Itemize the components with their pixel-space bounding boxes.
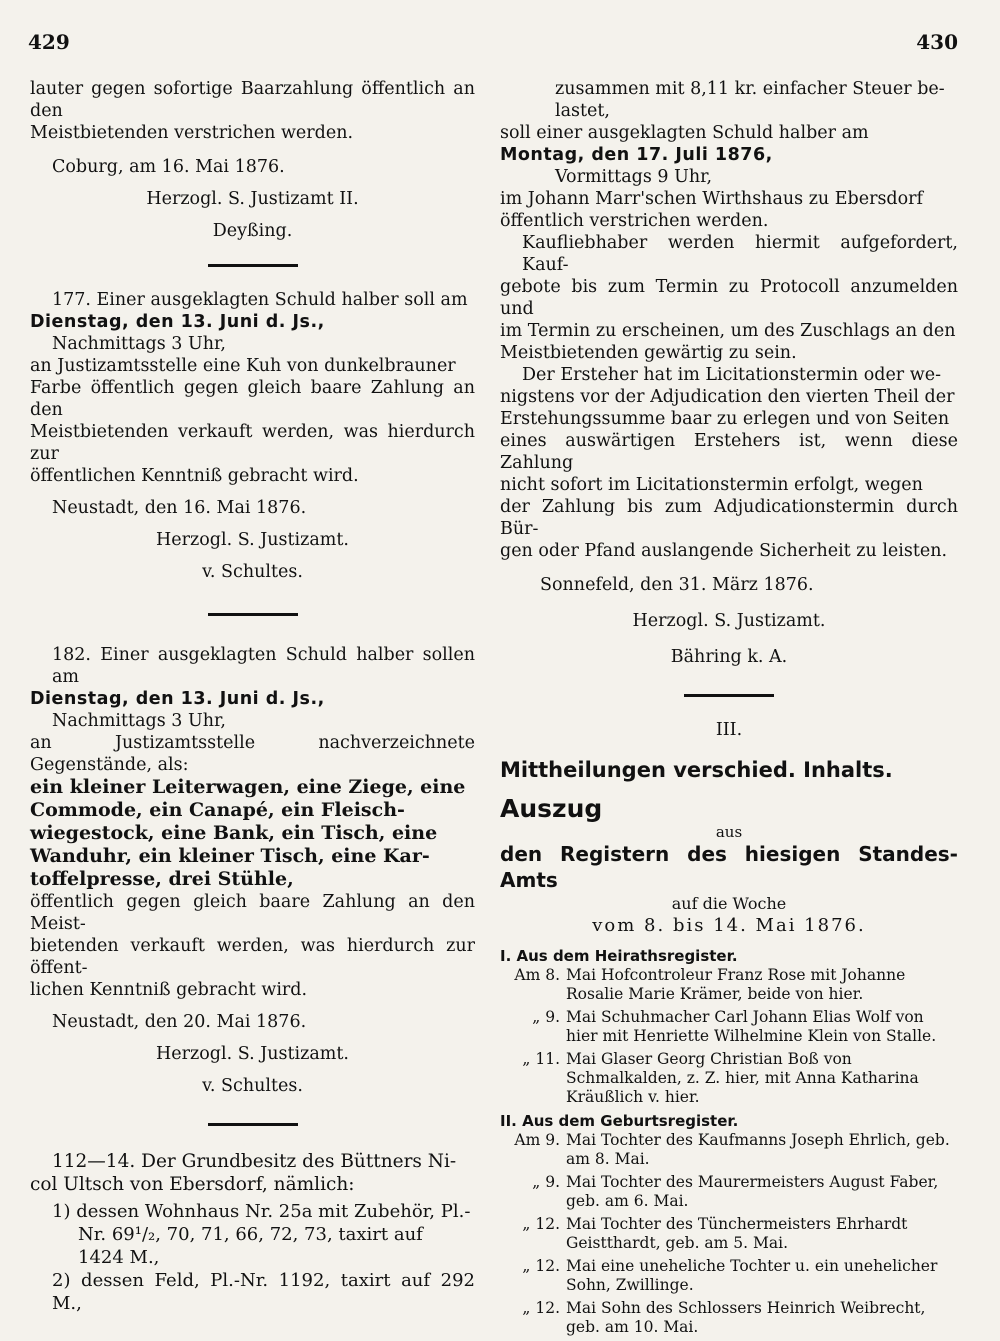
entry-day: „ 12. xyxy=(522,1299,560,1317)
text-line: aus xyxy=(715,823,743,841)
signature: Bähring k. A. xyxy=(670,647,788,667)
signature: v. Schultes. xyxy=(202,1076,303,1096)
divider xyxy=(684,694,774,697)
text-line: Der Ersteher hat im Licitationstermin oder we- xyxy=(522,365,941,385)
item-line: ein kleiner Leiterwagen, eine Ziege, eine xyxy=(30,776,466,798)
right-column xyxy=(500,78,958,1341)
property-item: Nr. 69¹/₂, 70, 71, 66, 72, 73, taxirt auf xyxy=(78,1224,423,1245)
list-item xyxy=(500,1008,958,1046)
auction-time: Nachmittags 3 Uhr, xyxy=(52,711,226,731)
divider xyxy=(208,1123,298,1126)
text-line: lauter gegen sofortige Baarzahlung öffentlich an den xyxy=(30,79,475,121)
entry-day: „ 9. xyxy=(532,1008,560,1026)
text-line: öffentlich gegen gleich baare Zahlung an den Meist- xyxy=(30,892,475,934)
auction-date: Montag, den 17. Juli 1876, xyxy=(500,145,773,165)
text-line: Erstehungssumme baar zu erlegen und von Seiten xyxy=(500,409,950,429)
entry-day: „ 9. xyxy=(532,1173,560,1191)
entry-text: Mai Tochter des Maurermeisters August Faber, geb. am 6. Mai. xyxy=(566,1173,939,1210)
text-line: eines auswärtigen Erstehers ist, wenn diese Zahlung xyxy=(500,431,958,473)
text-line: im Termin zu erscheinen, um des Zuschlags an den xyxy=(500,321,956,341)
divider xyxy=(208,264,298,267)
text-line: Meistbietenden verstrichen werden. xyxy=(30,123,354,143)
item-line: wiegestock, eine Bank, ein Tisch, eine xyxy=(30,822,438,844)
page-number-left: 429 xyxy=(28,30,70,54)
list-item xyxy=(500,1131,958,1169)
entry-text: Mai eine uneheliche Tochter u. ein unehelicher Sohn, Zwillinge. xyxy=(566,1257,938,1294)
text-line: col Ultsch von Ebersdorf, nämlich: xyxy=(30,1174,355,1195)
text-line: 182. Einer ausgeklagten Schuld halber sollen am xyxy=(52,645,475,687)
signature: v. Schultes. xyxy=(202,562,303,582)
text-line: lichen Kenntniß gebracht wird. xyxy=(30,980,308,1000)
office-name: Herzogl. S. Justizamt. xyxy=(632,611,826,631)
item-line: Commode, ein Canapé, ein Fleisch- xyxy=(30,799,405,821)
entry-day: Am 9. xyxy=(514,1131,560,1149)
text-line: zusammen mit 8,11 kr. einfacher Steuer be- xyxy=(555,79,945,99)
section-title: Mittheilungen verschied. Inhalts. xyxy=(500,758,893,782)
birth-register xyxy=(500,1131,958,1337)
divider xyxy=(208,613,298,616)
entry-text: Mai Glaser Georg Christian Boß von Schmalkalden, z. Z. hier, mit Anna Katharina Kräußlich v. hier. xyxy=(566,1050,919,1106)
entry-day: Am 8. xyxy=(514,966,560,984)
text-line: 177. Einer ausgeklagten Schuld halber soll am xyxy=(52,290,468,310)
text-line: öffentlich verstrichen werden. xyxy=(500,211,769,231)
office-name: Herzogl. S. Justizamt. xyxy=(156,530,349,550)
list-item xyxy=(500,1050,958,1107)
extract-heading: Auszug xyxy=(500,794,603,823)
text-line: Meistbietenden gewärtig zu sein. xyxy=(500,343,797,363)
property-item: 1) dessen Wohnhaus Nr. 25a mit Zubehör, Pl.- xyxy=(52,1201,471,1222)
dateline: Neustadt, den 20. Mai 1876. xyxy=(52,1012,307,1032)
register-title: II. Aus dem Geburtsregister. xyxy=(500,1112,739,1130)
text-line: der Zahlung bis zum Adjudicationstermin durch Bür- xyxy=(500,497,958,539)
text-line: gen oder Pfand auslangende Sicherheit zu leisten. xyxy=(500,541,948,561)
page-number-right: 430 xyxy=(916,30,958,54)
item-line: toffelpresse, drei Stühle, xyxy=(30,868,294,890)
marriage-register xyxy=(500,966,958,1107)
text-line: nigstens vor der Adjudication den vierten Theil der xyxy=(500,387,955,407)
auction-time: Nachmittags 3 Uhr, xyxy=(52,334,226,354)
auction-date: Dienstag, den 13. Juni d. Js., xyxy=(30,689,325,709)
entry-day: „ 11. xyxy=(522,1050,560,1068)
register-title: I. Aus dem Heirathsregister. xyxy=(500,947,738,965)
text-line: an Justizamtsstelle eine Kuh von dunkelbrauner xyxy=(30,356,456,376)
entry-day: „ 12. xyxy=(522,1257,560,1275)
auction-time: Vormittags 9 Uhr, xyxy=(555,167,713,187)
registers-heading: den Registern des hiesigen Standes-Amts xyxy=(500,842,958,892)
left-column xyxy=(30,78,475,1315)
text-line: öffentlichen Kenntniß gebracht wird. xyxy=(30,466,359,486)
list-item xyxy=(500,966,958,1004)
list-item xyxy=(500,1299,958,1337)
entry-text: Mai Tochter des Kaufmanns Joseph Ehrlich, geb. am 8. Mai. xyxy=(566,1131,950,1168)
entry-text: Mai Hofcontroleur Franz Rose mit Johanne Rosalie Marie Krämer, beide von hier. xyxy=(566,966,906,1003)
entry-day: „ 12. xyxy=(522,1215,560,1233)
text-line: gebote bis zum Termin zu Protocoll anzumelden und xyxy=(500,277,958,319)
notice-177 xyxy=(30,289,475,583)
text-line: auf die Woche xyxy=(671,894,787,913)
office-name: Herzogl. S. Justizamt. xyxy=(156,1044,349,1064)
property-item: 2) dessen Feld, Pl.-Nr. 1192, taxirt auf 292 M., xyxy=(52,1270,475,1314)
text-line: Farbe öffentlich gegen gleich baare Zahlung an den xyxy=(30,378,475,420)
office-name: Herzogl. S. Justizamt II. xyxy=(146,189,359,209)
item-line: Wanduhr, ein kleiner Tisch, eine Kar- xyxy=(30,845,430,867)
dateline: Coburg, am 16. Mai 1876. xyxy=(52,157,285,177)
dateline: Neustadt, den 16. Mai 1876. xyxy=(52,498,307,518)
text-line: im Johann Marr'schen Wirthshaus zu Ebersdorf xyxy=(500,189,924,209)
text-line: Kaufliebhaber werden hiermit aufgefordert, Kauf- xyxy=(522,233,958,275)
section-number: III. xyxy=(715,720,743,740)
notice-182 xyxy=(30,644,475,1097)
text-line: lastet, xyxy=(555,101,610,121)
notice-112-14 xyxy=(30,1150,475,1315)
text-line: an Justizamtsstelle nachverzeichnete Gegenstände, als: xyxy=(30,733,475,775)
signature: Deyßing. xyxy=(212,221,293,241)
entry-text: Mai Tochter des Tünchermeisters Ehrhardt Geistthardt, geb. am 5. Mai. xyxy=(566,1215,908,1252)
list-item xyxy=(500,1173,958,1211)
text-line: nicht sofort im Licitationstermin erfolgt, wegen xyxy=(500,475,923,495)
period-line: vom 8. bis 14. Mai 1876. xyxy=(592,915,866,936)
list-item xyxy=(500,1215,958,1253)
text-line: soll einer ausgeklagten Schuld halber am xyxy=(500,123,869,143)
text-line: 112—14. Der Grundbesitz des Büttners Ni- xyxy=(52,1151,457,1172)
auction-date: Dienstag, den 13. Juni d. Js., xyxy=(30,312,325,332)
property-item: 1424 M., xyxy=(78,1247,160,1268)
text-line: bietenden verkauft werden, was hierdurch zur öffent- xyxy=(30,936,475,978)
text-line: Meistbietenden verkauft werden, was hierdurch zur xyxy=(30,422,475,464)
entry-text: Mai Sohn des Schlossers Heinrich Weibrecht, geb. am 10. Mai. xyxy=(566,1299,926,1336)
list-item xyxy=(500,1257,958,1295)
entry-text: Mai Schuhmacher Carl Johann Elias Wolf von hier mit Henriette Wilhelmine Klein von Stalle. xyxy=(566,1008,937,1045)
dateline: Sonnefeld, den 31. März 1876. xyxy=(540,575,814,595)
